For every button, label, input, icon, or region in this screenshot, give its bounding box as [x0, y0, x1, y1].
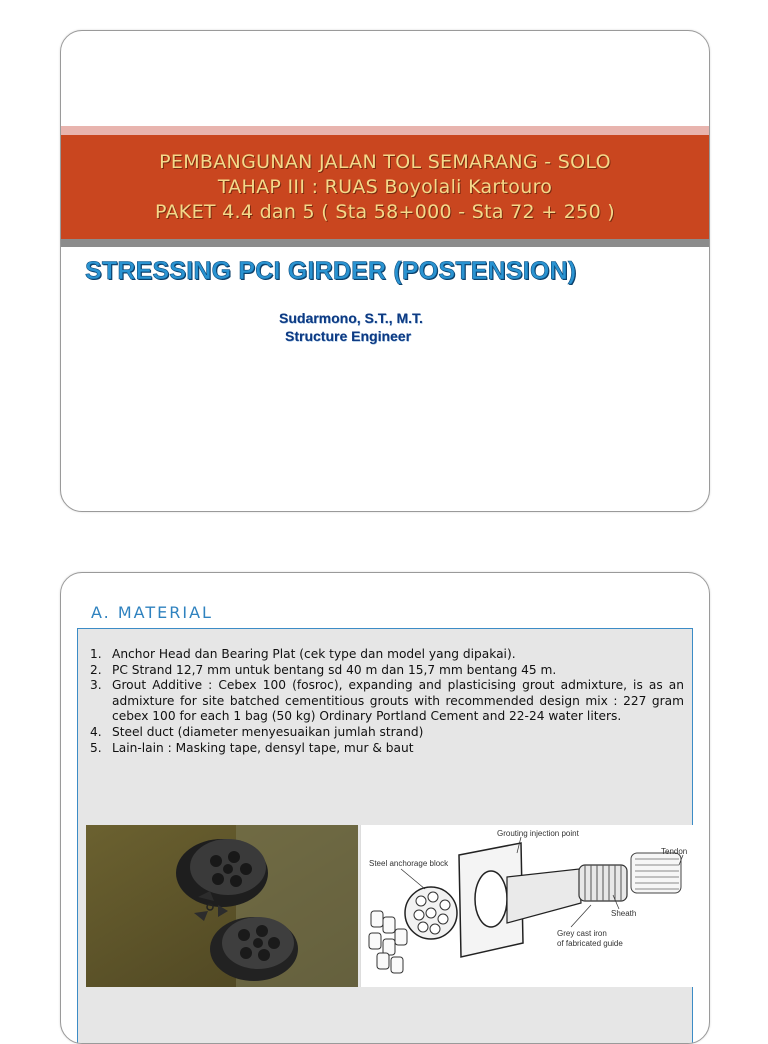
list-number: 3. — [90, 678, 102, 693]
list-number: 4. — [90, 724, 102, 739]
diagram-label-anchorage: Steel anchorage block — [369, 859, 449, 868]
author-role: Structure Engineer — [285, 328, 412, 344]
author-block — [279, 309, 423, 345]
title-banner — [61, 135, 709, 239]
title-line-3: PAKET 4.4 dan 5 ( Sta 58+000 - Sta 72 + 250 ) — [154, 200, 616, 223]
list-item — [90, 725, 684, 741]
list-item — [90, 647, 684, 663]
anchor-head-photo-image — [86, 825, 358, 987]
diagram-label-tendon: Tendon — [661, 847, 688, 856]
title-slide — [60, 30, 710, 512]
diagram-label-guide: Grey cast iron of fabricated guide — [557, 929, 623, 948]
list-text: Anchor Head dan Bearing Plat (cek type dan model yang dipakai). — [112, 647, 516, 661]
list-number: 1. — [90, 647, 102, 661]
author-name: Sudarmono, S.T., M.T. — [279, 310, 423, 326]
section-heading: A. MATERIAL — [91, 603, 213, 622]
anchorage-diagram-image — [361, 825, 695, 987]
list-text: Grout Additive : Cebex 100 (fosroc), expanding and plasticising grout admixture, is as an admixture for site batched cementitious grouts with recommended design mix : 227 gram cebex 100 for each 1 bag (50 kg) Ordinary Portland Cement and 22-24 water liters. — [112, 678, 684, 724]
anchor-head-photo — [86, 825, 358, 987]
divider-strip — [61, 239, 709, 247]
list-text: PC Strand 12,7 mm untuk bentang sd 40 m dan 15,7 mm bentang 45 m. — [112, 662, 557, 677]
diagram-label-grouting: Grouting injection point — [497, 829, 579, 838]
slide-subtitle: STRESSING PCI GIRDER (POSTENSION) — [85, 257, 577, 285]
material-content-box — [77, 628, 693, 1043]
diagram-label-sheath: Sheath — [611, 909, 637, 918]
list-number: 2. — [90, 662, 102, 677]
list-text: Steel duct (diameter menyesuaikan jumlah strand) — [112, 724, 424, 739]
accent-strip — [61, 126, 709, 135]
title-line-2: TAHAP III : RUAS Boyolali Kartouro — [217, 175, 553, 198]
list-number: 5. — [90, 740, 102, 755]
material-list — [90, 647, 684, 756]
list-text: Lain-lain : Masking tape, densyl tape, mur & baut — [112, 740, 414, 755]
list-item — [90, 741, 684, 757]
title-line-1: PEMBANGUNAN JALAN TOL SEMARANG - SOLO — [159, 150, 611, 173]
anchorage-diagram — [360, 825, 695, 987]
list-item — [90, 663, 684, 679]
list-item — [90, 678, 684, 725]
material-slide — [60, 572, 710, 1044]
